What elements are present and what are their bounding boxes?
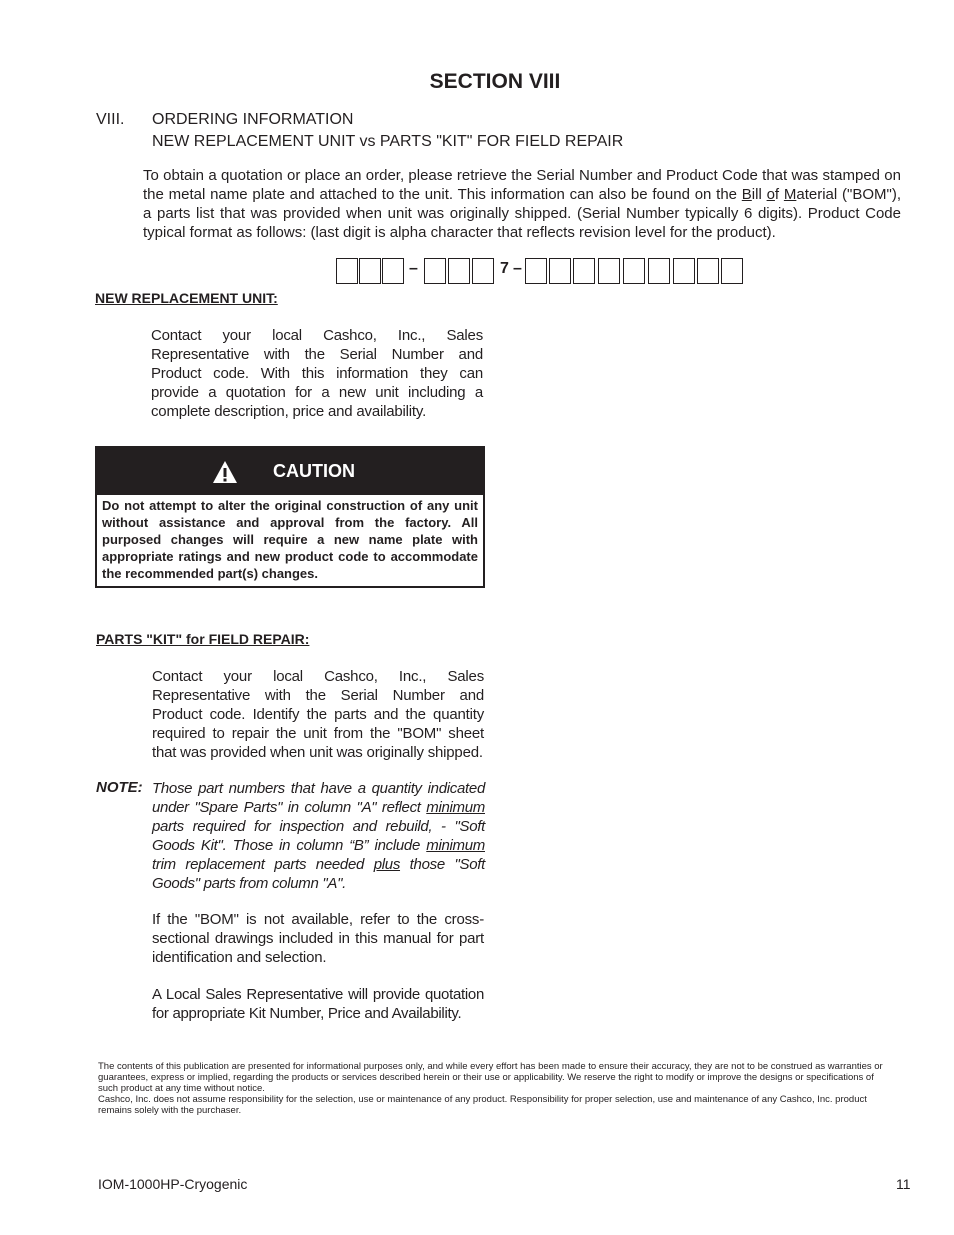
- warning-triangle-icon: [212, 460, 238, 484]
- new-unit-text: Contact your local Cashco, Inc., Sales Representative with the Serial Number and Product code. With this information they can provide a quotation for a new unit including a complete description, price and availability.: [151, 327, 483, 420]
- note-label: NOTE:: [96, 779, 143, 796]
- code-box: [648, 258, 670, 284]
- code-box: [359, 258, 381, 284]
- local-rep-text: A Local Sales Representative will provide quotation for appropriate Kit Number, Price and Availability.: [152, 986, 484, 1022]
- disclaimer-p1: The contents of this publication are presented for informational purposes only, and while every effort has been made to ensure their accuracy, they are not to be construed as warranties or guarantees, express or implied, regarding the products or services described herein or their use or applicability. We reserve the right to modify or improve the designs or specifications of such product at any time without notice.: [98, 1061, 883, 1094]
- heading-number: VIII.: [96, 111, 125, 128]
- code-box: [549, 258, 571, 284]
- code-box: [673, 258, 695, 284]
- code-dash: –: [409, 260, 418, 277]
- new-unit-heading: NEW REPLACEMENT UNIT:: [95, 290, 278, 306]
- parts-kit-text: Contact your local Cashco, Inc., Sales Representative with the Serial Number and Product code. Identify the parts and the quantity required to repair the unit from the "BOM" sheet that was provided when unit was originally shipped.: [152, 668, 484, 761]
- caution-title: CAUTION: [273, 461, 355, 481]
- note-text: Those part numbers that have a quantity indicated under "Spare Parts" in column "A" reflect minimum parts required for inspection and rebuild, - "Soft Goods Kit". Those in column “B” include minimum trim replacement parts needed plus those "Soft Goods" parts from column "A".: [152, 780, 486, 892]
- code-box: [573, 258, 595, 284]
- intro-paragraph: To obtain a quotation or place an order, please retrieve the Serial Number and Product Code that was stamped on the metal name plate and attached to the unit. This information can also be found on the Bill of Material ("BOM"), a parts list that was provided when unit was originally shipped. (Serial Number typically 6 digits). Product Code typical format as follows: (last digit is alpha character that reflects revision level for the product).: [143, 167, 901, 241]
- code-box: [336, 258, 358, 284]
- parts-kit-heading: PARTS "KIT" for FIELD REPAIR:: [96, 631, 310, 647]
- footer-doc-id: IOM-1000HP-Cryogenic: [98, 1176, 248, 1192]
- code-box: [472, 258, 494, 284]
- section-title: SECTION VIII: [429, 70, 561, 93]
- code-box: [598, 258, 620, 284]
- code-box: [697, 258, 719, 284]
- code-box: [525, 258, 547, 284]
- disclaimer-p2: Cashco, Inc. does not assume responsibility for the selection, use or maintenance of any product. Responsibility for proper selection, use and maintenance of any Cashco, Inc. product remains solely with the purchaser.: [98, 1094, 867, 1116]
- code-dash: –: [513, 260, 522, 277]
- disclaimer: [98, 1061, 884, 1116]
- caution-header: [97, 448, 483, 495]
- heading-line1: ORDERING INFORMATION: [152, 111, 354, 128]
- code-box: [448, 258, 470, 284]
- code-seven: 7: [500, 260, 509, 277]
- code-box: [623, 258, 645, 284]
- caution-text: Do not attempt to alter the original construction of any unit without assistance and approval from the factory. All purposed changes will require a new name plate with appropriate ratings and new product code to accommodate the recommended part(s) changes.: [102, 498, 478, 581]
- heading-line2: NEW REPLACEMENT UNIT vs PARTS "KIT" FOR FIELD REPAIR: [152, 133, 624, 150]
- code-box: [382, 258, 404, 284]
- code-box: [424, 258, 446, 284]
- caution-box: [95, 446, 485, 588]
- code-box: [721, 258, 743, 284]
- page-number: 11: [896, 1176, 911, 1192]
- bom-unavailable-text: If the "BOM" is not available, refer to the cross-sectional drawings included in this manual for part identification and selection.: [152, 911, 484, 966]
